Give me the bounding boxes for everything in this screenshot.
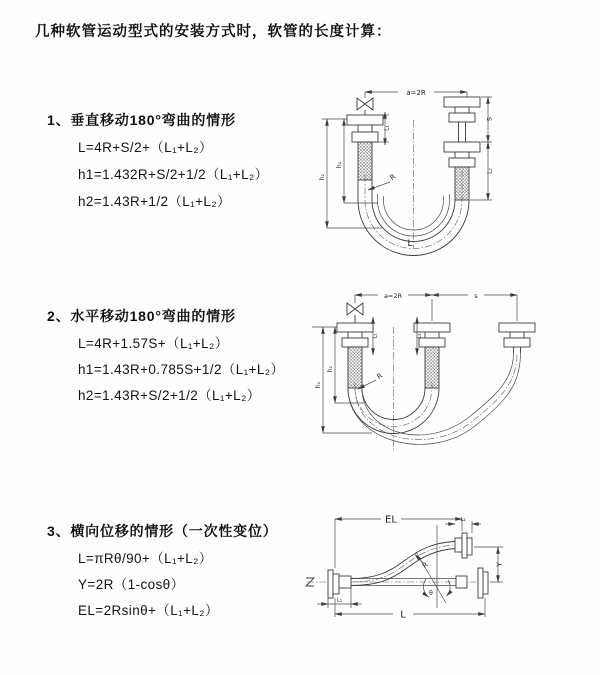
section-1-formula-L: L=4R+S/2+（L₁+L₂） (78, 140, 213, 155)
dim-label-a2r: a=2R (383, 291, 403, 300)
dim-label-l2: L₂ (416, 333, 423, 339)
diagram-vertical-180-bend (300, 70, 600, 260)
section-3-formula-EL: EL=2Rsinθ+（L₁+L₂） (78, 603, 219, 618)
dim-label-l1: L₁ (383, 125, 391, 131)
dim-label-r: R (420, 560, 430, 571)
dim-label-s: s (474, 291, 478, 300)
diagram-lateral-displacement (295, 490, 600, 655)
upper-flange (455, 533, 472, 558)
dim-label-h2: h₂ (315, 381, 322, 389)
dim-label-y: Y (495, 562, 504, 567)
left-flange (328, 570, 351, 598)
braided-hose-section (348, 347, 362, 388)
middle-fitting (414, 323, 450, 388)
angle-construction (416, 525, 450, 608)
dim-label-l-total: L (407, 239, 413, 249)
section-2-formula-h1: h1=1.43R+0.785S+1/2（L₁+L₂） (78, 362, 285, 377)
section-1-heading: 1、垂直移动180°弯曲的情形 (47, 112, 236, 128)
dim-label-h1: h₁ (336, 161, 343, 169)
braided-hose-section (425, 347, 439, 388)
diagram-horizontal-180-bend (300, 283, 600, 468)
dim-label-el: EL (385, 514, 397, 526)
dim-label-a2r: a=2R (406, 88, 426, 97)
right-fitting-upper (444, 97, 480, 142)
left-fitting (337, 323, 373, 388)
valve-icon (347, 303, 363, 323)
dim-label-l1: L₁ (372, 333, 379, 339)
section-1-formula-h1: h1=1.432R+S/2+1/2（L₁+L₂） (78, 167, 269, 182)
dim-label-r: R (375, 371, 385, 382)
left-fitting (347, 115, 383, 180)
dim-l2 (445, 517, 481, 533)
section-1-formula-h2: h2=1.43R+1/2（L₁+L₂） (78, 194, 231, 209)
dim-label-l: L (400, 609, 406, 621)
dim-l (335, 598, 485, 621)
section-2-formula-h2: h2=1.43R+S/2+1/2（L₁+L₂） (78, 388, 261, 403)
dim-el (335, 515, 462, 569)
braided-hose-section (358, 142, 372, 180)
section-3-heading: 3、横向位移的情形（一次性变位） (47, 523, 278, 539)
dim-label-s: S (485, 116, 494, 122)
page-title: 几种软管运动型式的安装方式时，软管的长度计算： (35, 24, 392, 40)
phantom-straight-hose (351, 568, 488, 598)
radius-leader (415, 555, 430, 571)
section-3-formula-Y: Y=2R（1-cosθ） (78, 577, 185, 592)
displaced-hose-curve (351, 542, 455, 586)
angle-label-theta: θ (429, 590, 433, 597)
section-2-heading: 2、水平移动180°弯曲的情形 (47, 308, 236, 324)
dim-a2r-s (355, 292, 517, 321)
dim-label-h2: h₂ (319, 173, 326, 181)
dim-label-l1: L₁ (336, 597, 343, 604)
dim-l1 (317, 588, 362, 608)
dim-label-l2: L₂ (486, 168, 494, 174)
section-3-formula-L: L=πRθ/90+（L₁+L₂） (78, 551, 213, 566)
right-fitting (499, 323, 535, 353)
section-2-formula-L: L=4R+1.57S+（L₁+L₂） (78, 336, 229, 351)
dim-label-l2: L₂ (460, 517, 466, 523)
valve-icon (357, 98, 373, 115)
dim-label-r: R (388, 172, 398, 183)
dim-label-h1: h₁ (327, 365, 334, 373)
